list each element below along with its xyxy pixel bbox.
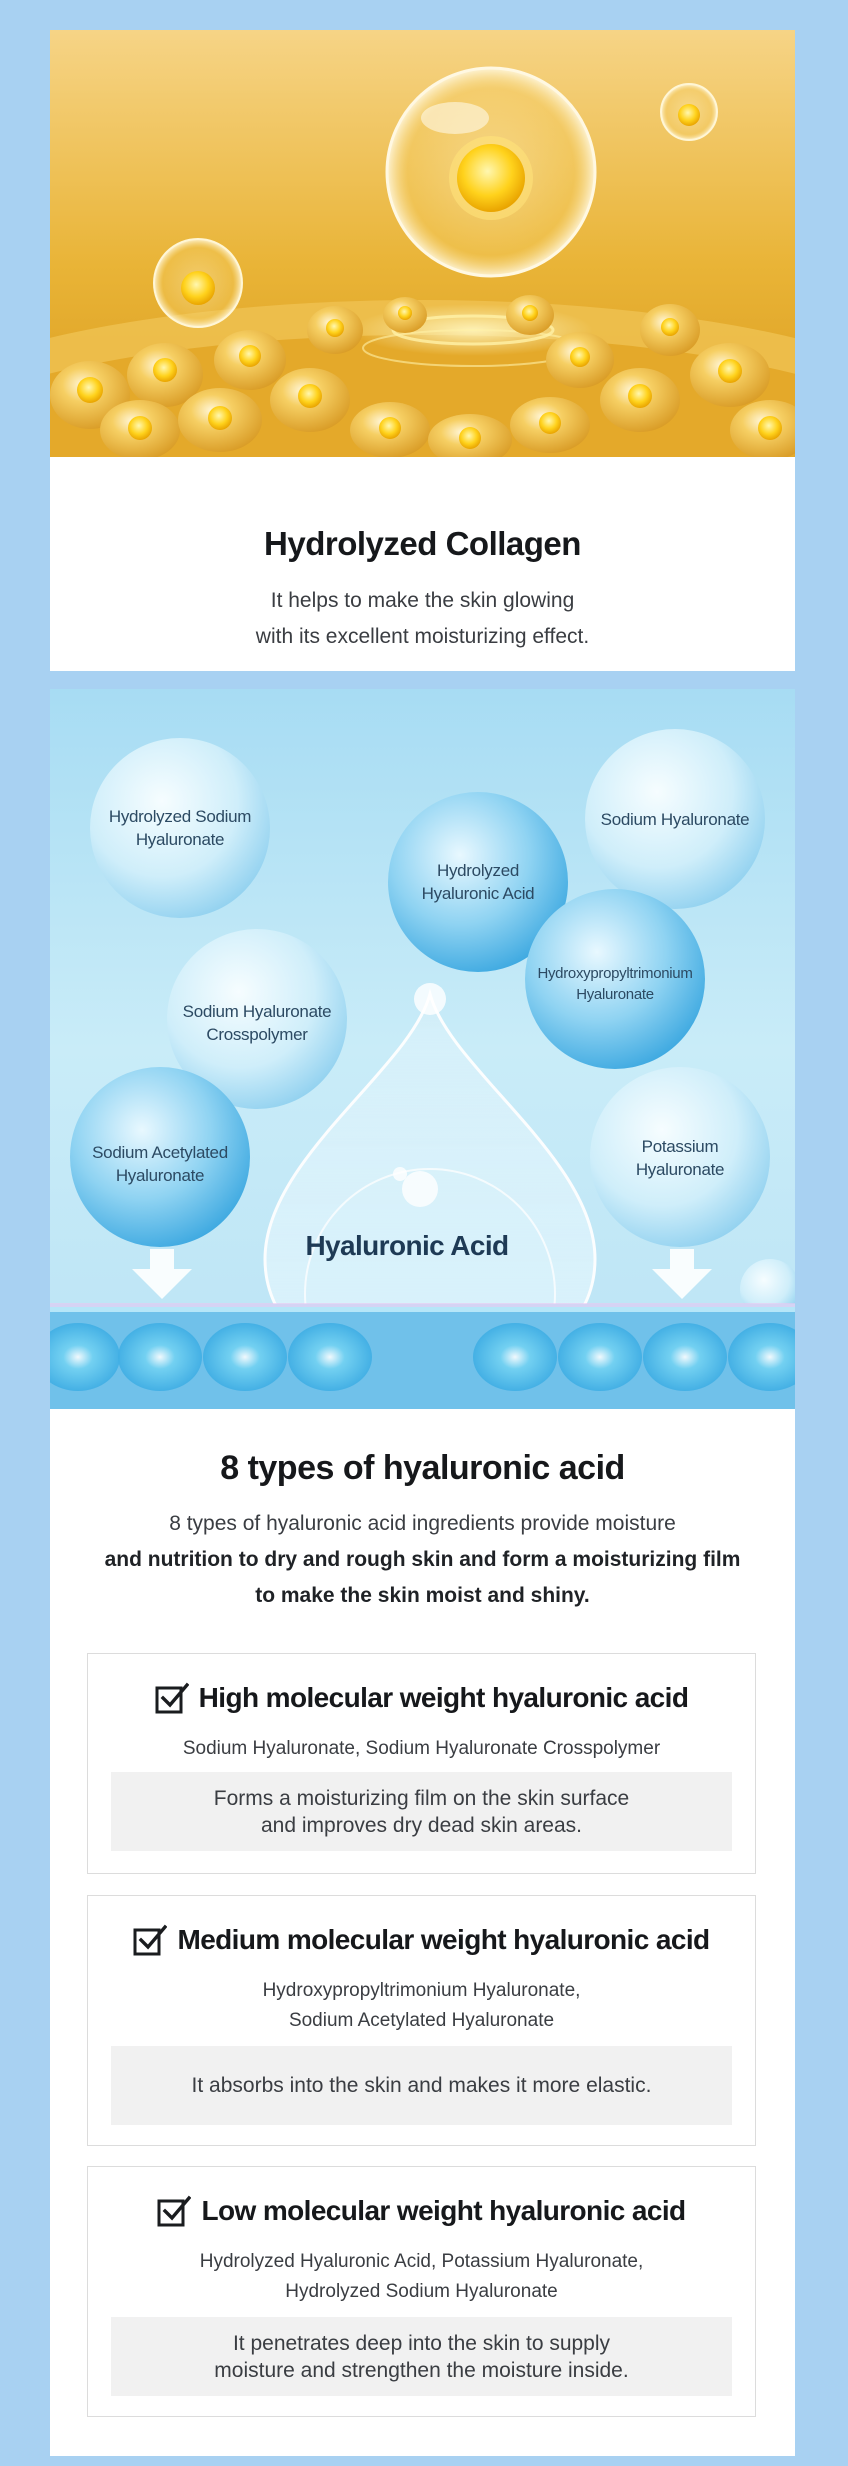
type-box-low bbox=[87, 2166, 756, 2417]
type-box-header bbox=[88, 2195, 755, 2227]
type-box-note: Forms a moisturizing film on the skin surface and improves dry dead skin areas. bbox=[111, 1772, 732, 1851]
checkbox-check-icon bbox=[133, 1924, 167, 1956]
types-description-line3: to make the skin moist and shiny. bbox=[255, 1584, 590, 1607]
bubble-label-sodium-acetylated-hyaluronate: Sodium Acetylated Hyaluronate bbox=[92, 1143, 228, 1185]
types-title: 8 types of hyaluronic acid bbox=[220, 1449, 625, 1487]
hyaluronic-card bbox=[50, 689, 795, 2456]
collagen-description: It helps to make the skin glowing with its excellent moisturizing effect. bbox=[255, 589, 590, 648]
bubble-label-hydroxypropyltrimonium-hyaluronate: Hydroxypropyltrimonium Hyaluronate bbox=[537, 965, 693, 1003]
collagen-title: Hydrolyzed Collagen bbox=[264, 525, 581, 562]
hyaluronic-illustration bbox=[50, 689, 795, 1409]
type-box-note: It absorbs into the skin and makes it more elastic. bbox=[111, 2046, 732, 2125]
type-box-high bbox=[87, 1653, 756, 1874]
types-description bbox=[50, 1506, 795, 1614]
type-box-ingredients: Sodium Hyaluronate, Sodium Hyaluronate Crosspolymer bbox=[182, 1738, 661, 1759]
type-box-ingredients: Hydroxypropyltrimonium Hyaluronate, Sodium Acetylated Hyaluronate bbox=[262, 1980, 581, 2031]
checkbox-check-icon bbox=[157, 2195, 191, 2227]
type-box-note: It penetrates deep into the skin to supply moisture and strengthen the moisture inside. bbox=[111, 2317, 732, 2396]
type-box-medium bbox=[87, 1895, 756, 2146]
bubble-label-hydrolyzed-hyaluronic-acid: Hydrolyzed Hyaluronic Acid bbox=[421, 861, 535, 903]
bubble-label-sodium-hyaluronate-crosspolymer: Sodium Hyaluronate Crosspolymer bbox=[182, 1002, 332, 1044]
type-box-header bbox=[88, 1924, 755, 1956]
collagen-card bbox=[50, 30, 795, 671]
types-description-line2: and nutrition to dry and rough skin and form a moisturizing film bbox=[104, 1548, 741, 1571]
type-box-title: Low molecular weight hyaluronic acid bbox=[201, 2195, 686, 2226]
collagen-illustration bbox=[50, 30, 795, 457]
type-box-title: Medium molecular weight hyaluronic acid bbox=[177, 1924, 710, 1955]
types-description-line1: 8 types of hyaluronic acid ingredients provide moisture bbox=[169, 1512, 676, 1535]
bubble-label-potassium-hyaluronate: Potassium Hyaluronate bbox=[635, 1137, 725, 1179]
type-box-ingredients: Hydrolyzed Hyaluronic Acid, Potassium Hyaluronate, Hydrolyzed Sodium Hyaluronate bbox=[199, 2251, 644, 2302]
collagen-text-block bbox=[50, 457, 795, 671]
type-box-header bbox=[88, 1682, 755, 1714]
type-box-title: High molecular weight hyaluronic acid bbox=[198, 1682, 689, 1713]
checkbox-check-icon bbox=[155, 1682, 189, 1714]
bubble-label-hydrolyzed-sodium-hyaluronate: Hydrolyzed Sodium Hyaluronate bbox=[108, 807, 252, 849]
droplet-label-hyaluronic-acid: Hyaluronic Acid bbox=[305, 1230, 509, 1261]
bubble-label-sodium-hyaluronate: Sodium Hyaluronate bbox=[600, 810, 750, 829]
